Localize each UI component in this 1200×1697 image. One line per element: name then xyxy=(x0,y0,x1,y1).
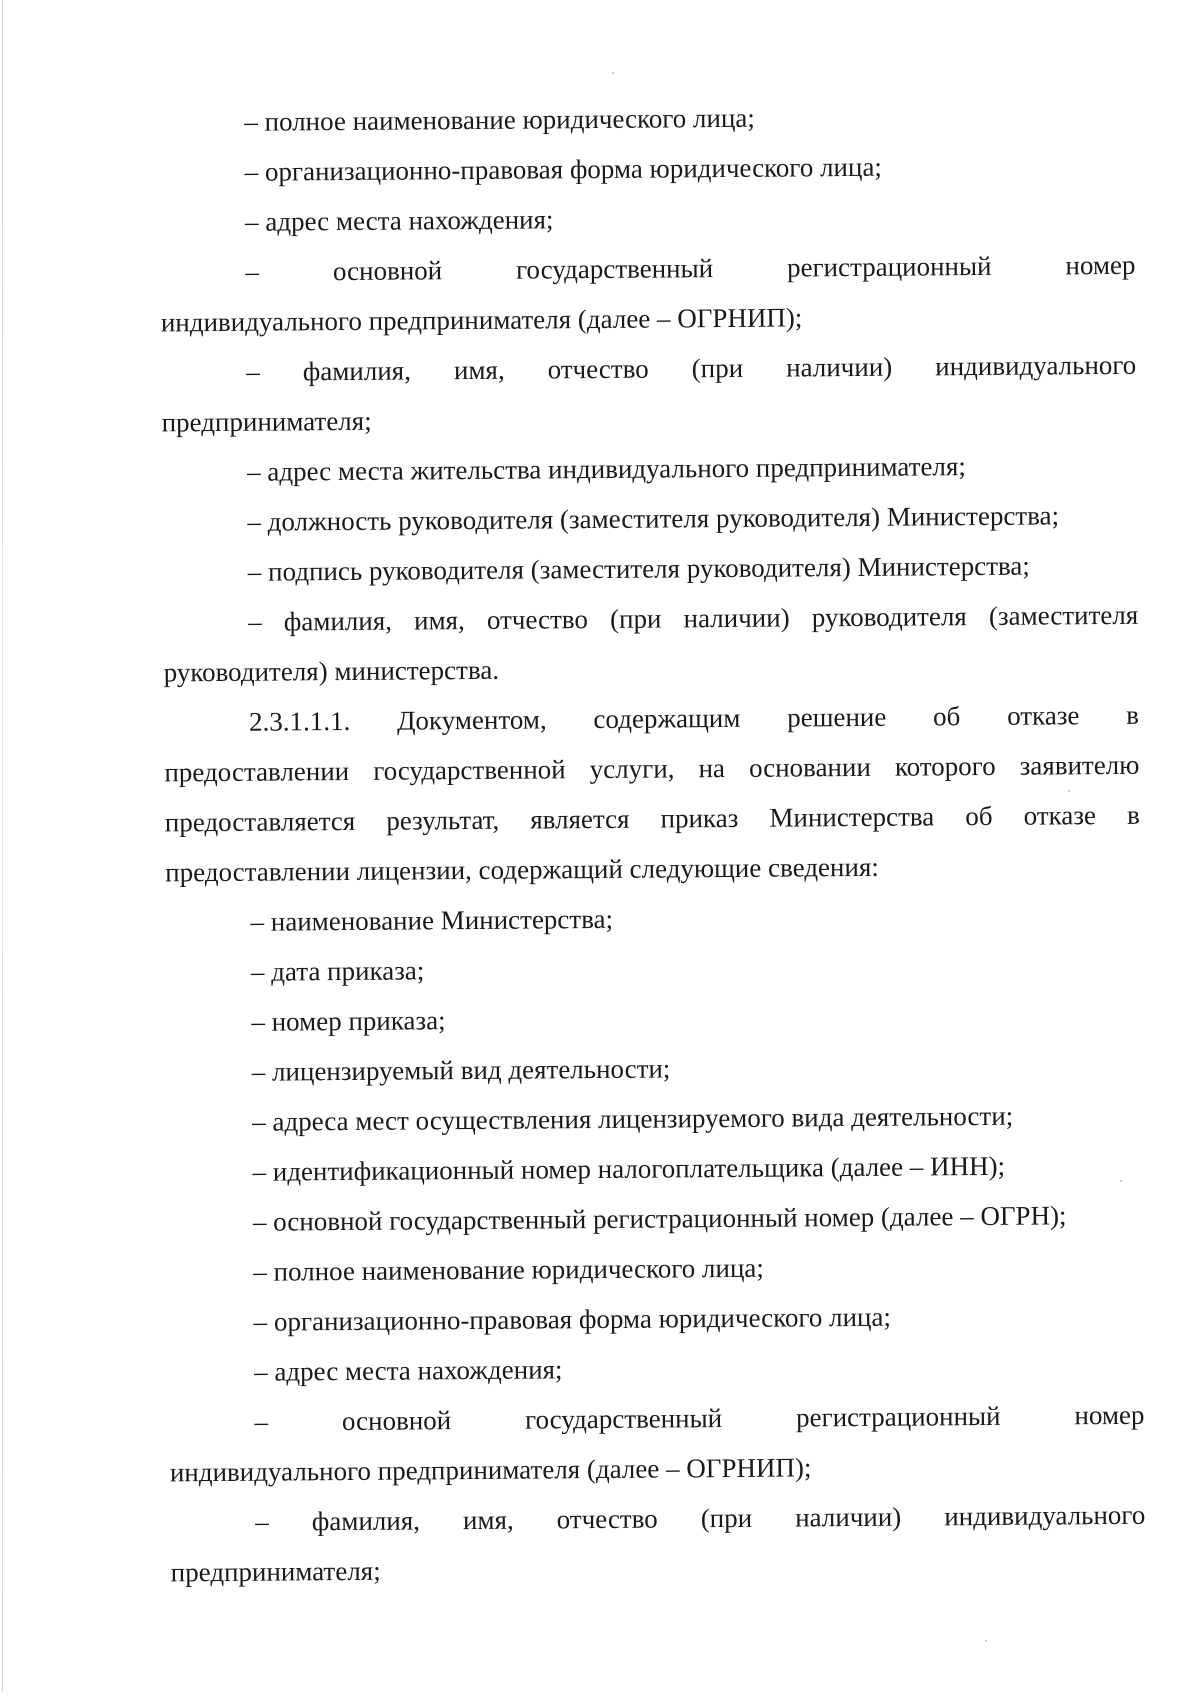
text-line: – фамилия, имя, отчество (при наличии) индивидуального xyxy=(246,349,1137,387)
text-line: – организационно-правовая форма юридического лица; xyxy=(253,1301,892,1337)
text-line: – организационно-правовая форма юридического лица; xyxy=(244,151,882,187)
scan-speck xyxy=(612,72,614,74)
text-line: – должность руководителя (заместителя руководителя) Министерства; xyxy=(247,500,1060,537)
text-line: – основной государственный регистрационный номер (далее – ОГРН); xyxy=(252,1200,1067,1237)
text-line: – адрес места нахождения; xyxy=(244,204,554,237)
section-number-line: 2.3.1.1.1. Документом, содержащим решение об отказе в xyxy=(248,699,1140,737)
scan-speck xyxy=(985,1640,987,1642)
text-line: предпринимателя; xyxy=(161,405,372,438)
scan-speck xyxy=(1120,1180,1122,1182)
text-line: предоставляется результат, является приказ Министерства об отказе в xyxy=(164,799,1140,838)
text-line: – номер приказа; xyxy=(251,1005,446,1037)
text-line: – дата приказа; xyxy=(250,955,425,987)
text-line: – основной государственный регистрационный номер xyxy=(254,1399,1145,1437)
text-line: руководителя) министерства. xyxy=(163,654,500,688)
text-line: – наименование Министерства; xyxy=(250,903,614,937)
text-line: – полное наименование юридического лица; xyxy=(244,102,755,137)
scan-speck xyxy=(1068,790,1070,792)
text-line: индивидуального предпринимателя (далее – ОГРНИП); xyxy=(169,1452,812,1488)
text-line: – адрес места нахождения; xyxy=(254,1354,563,1387)
text-line: – фамилия, имя, отчество (при наличии) индивидуального xyxy=(255,1499,1146,1537)
text-line: – основной государственный регистрационный номер xyxy=(245,249,1136,287)
text-line: – лицензируемый вид деятельности; xyxy=(251,1053,671,1087)
text-line: – полное наименование юридического лица; xyxy=(253,1252,764,1287)
text-line: – адреса мест осуществления лицензируемого вида деятельности; xyxy=(252,1100,1014,1137)
text-line: – фамилия, имя, отчество (при наличии) руководителя (заместителя xyxy=(248,599,1139,637)
text-line: предоставлении лицензии, содержащий следующие сведения: xyxy=(165,851,879,888)
text-line: индивидуального предпринимателя (далее – ОГРНИП); xyxy=(160,302,803,338)
scan-edge-line xyxy=(2,0,3,1692)
text-line: – подпись руководителя (заместителя руководителя) Министерства; xyxy=(247,550,1030,587)
text-line: – адрес места жительства индивидуального предпринимателя; xyxy=(246,451,966,487)
text-line: – идентификационный номер налогоплательщика (далее – ИНН); xyxy=(252,1150,1006,1187)
text-line: предпринимателя; xyxy=(170,1555,381,1588)
text-line: предоставлении государственной услуги, на основании которого заявителю xyxy=(164,749,1140,788)
